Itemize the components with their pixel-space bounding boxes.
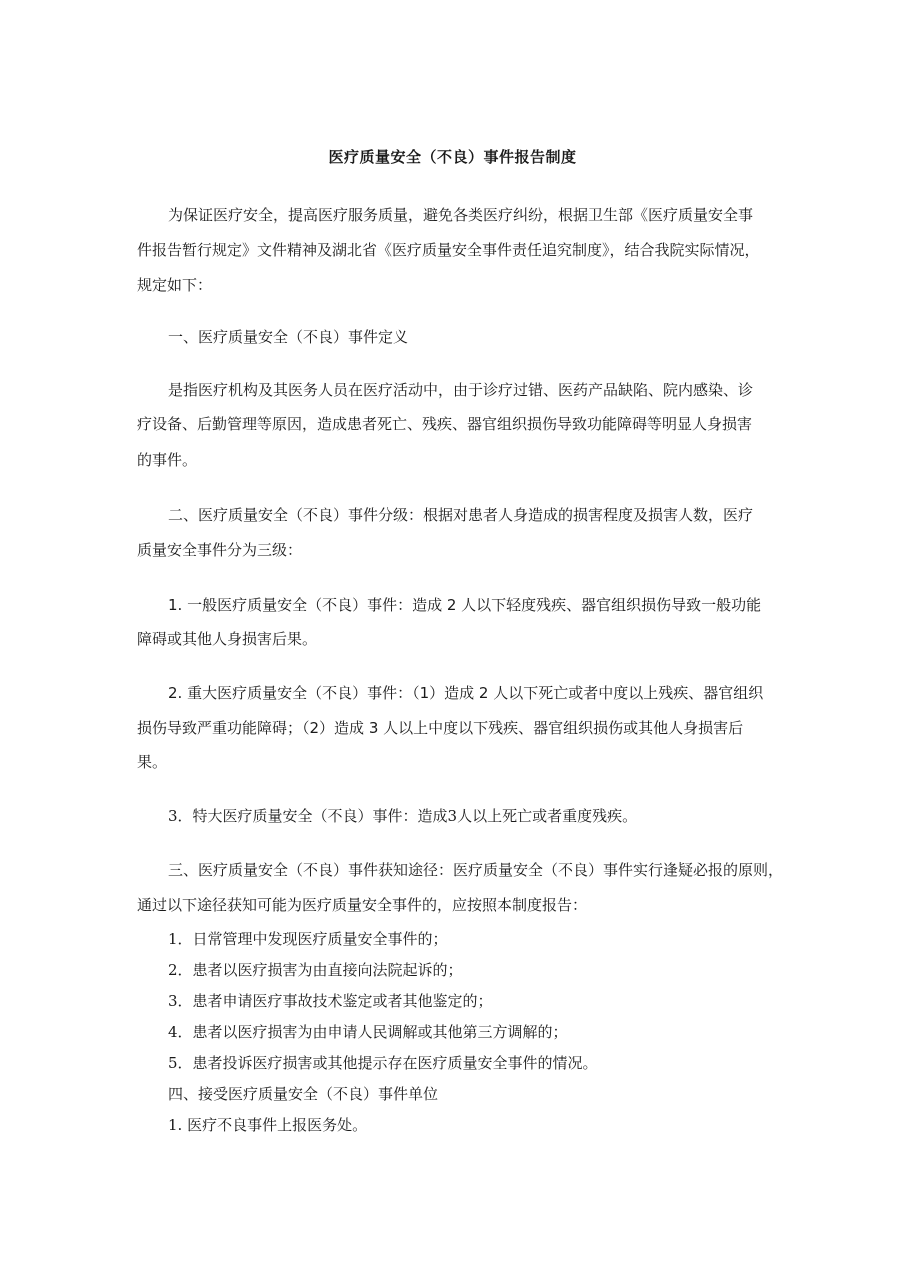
list-item: 5．患者投诉医疗损害或其他提示存在医疗质量安全事件的情况。 [168,1054,598,1072]
section-heading: 一、医疗质量安全（不良）事件定义 [168,328,409,346]
list-item: 4．患者以医疗损害为由申请人民调解或其他第三方调解的； [168,1023,568,1041]
paragraph-line: 果。 [137,753,168,771]
list-item: 3．特大医疗质量安全（不良）事件：造成3人以上死亡或者重度残疾。 [168,807,638,825]
paragraph-line: 疗设备、后勤管理等原因，造成患者死亡、残疾、器官组织损伤导致功能障碍等明显人身损害 [137,415,753,433]
document-title: 医疗质量安全（不良）事件报告制度 [328,148,577,166]
list-item: 2. 重大医疗质量安全（不良）事件：（1）造成 2 人以下死亡或者中度以上残疾、器官组织 [168,684,764,702]
paragraph-line: 通过以下途径获知可能为医疗质量安全事件的，应按照本制度报告： [137,896,588,914]
section-heading: 三、医疗质量安全（不良）事件获知途径：医疗质量安全（不良）事件实行逢疑必报的原则， [168,861,784,879]
list-item: 1. 一般医疗质量安全（不良）事件：造成 2 人以下轻度残疾、器官组织损伤导致一般功能 [168,596,762,614]
section-heading: 四、接受医疗质量安全（不良）事件单位 [168,1085,439,1103]
paragraph-line: 障碍或其他人身损害后果。 [137,630,318,648]
paragraph-line: 为保证医疗安全，提高医疗服务质量，避免各类医疗纠纷，根据卫生部《医疗质量安全事 [168,206,754,224]
list-item: 2．患者以医疗损害为由直接向法院起诉的； [168,961,463,979]
paragraph-line: 是指医疗机构及其医务人员在医疗活动中，由于诊疗过错、医药产品缺陷、院内感染、诊 [168,381,754,399]
section-heading: 二、医疗质量安全（不良）事件分级：根据对患者人身造成的损害程度及损害人数，医疗 [168,506,754,524]
list-item: 1. 医疗不良事件上报医务处。 [168,1116,368,1134]
list-item: 3．患者申请医疗事故技术鉴定或者其他鉴定的； [168,992,493,1010]
paragraph-line: 规定如下： [137,276,213,294]
list-item: 1．日常管理中发现医疗质量安全事件的； [168,930,448,948]
paragraph-line: 件报告暂行规定》文件精神及湖北省《医疗质量安全事件责任追究制度》，结合我院实际情况， [137,241,760,259]
paragraph-line: 的事件。 [137,451,198,469]
paragraph-line: 损伤导致严重功能障碍；（2）造成 3 人以上中度以下残疾、器官组织损伤或其他人身损害后 [137,719,744,737]
paragraph-line: 质量安全事件分为三级： [137,541,303,559]
